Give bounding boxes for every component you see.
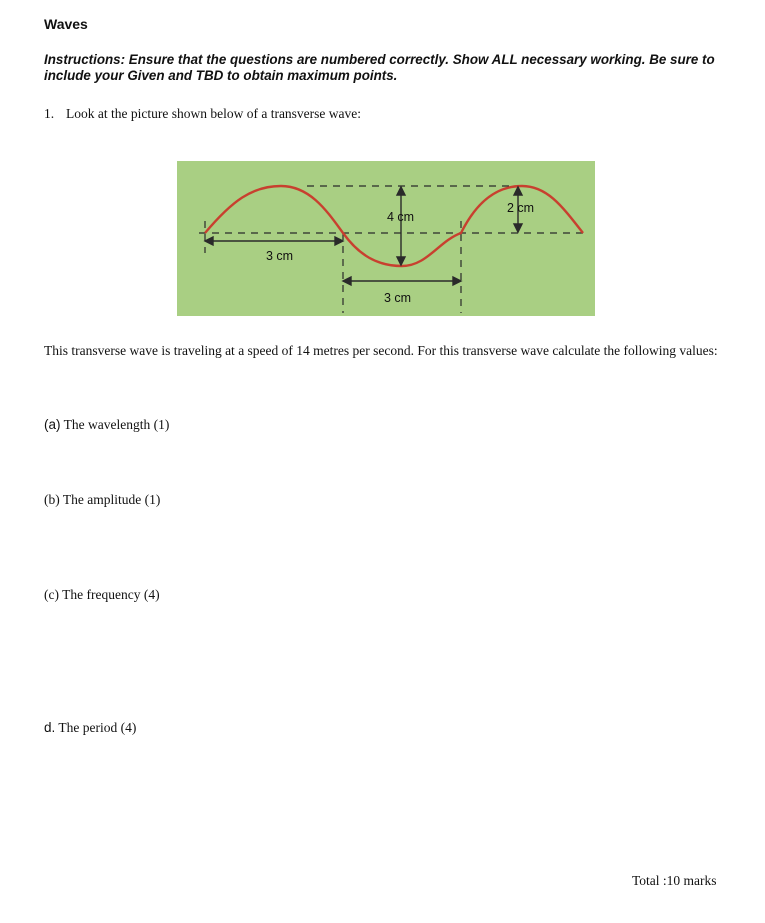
part-b (44, 492, 160, 508)
wave-diagram (177, 161, 595, 316)
part-c (44, 587, 160, 603)
label-amplitude-total: 4 cm (387, 210, 415, 224)
part-b-text: The amplitude (1) (62, 492, 161, 507)
part-a-text: The wavelength (1) (63, 417, 170, 432)
part-d-text: The period (4) (58, 720, 137, 735)
part-c-text: The frequency (4) (62, 587, 160, 602)
question-text: Look at the picture shown below of a transverse wave: (66, 106, 362, 121)
part-d (44, 720, 136, 736)
part-d-label: d. (44, 720, 56, 735)
question-context: This transverse wave is traveling at a speed of 14 metres per second. For this transverse wave calculate the following values: (44, 343, 718, 358)
transverse-wave-figure (177, 161, 595, 316)
question-number: 1. (44, 106, 55, 121)
label-left-span: 3 cm (266, 249, 294, 263)
page-title: Waves (44, 16, 88, 32)
total-marks: Total :10 marks (632, 873, 717, 888)
instructions: Instructions: Ensure that the questions are numbered correctly. Show ALL necessary working. Be sure to include your Given and TBD to obtain maximum points. (44, 52, 715, 83)
part-c-label: (c) (44, 587, 59, 602)
label-bottom-span: 3 cm (384, 291, 412, 305)
part-a (44, 417, 169, 433)
part-b-label: (b) (44, 492, 60, 507)
question-1 (44, 106, 361, 122)
label-amplitude-half: 2 cm (507, 201, 535, 215)
part-a-label: (a) (44, 417, 61, 432)
